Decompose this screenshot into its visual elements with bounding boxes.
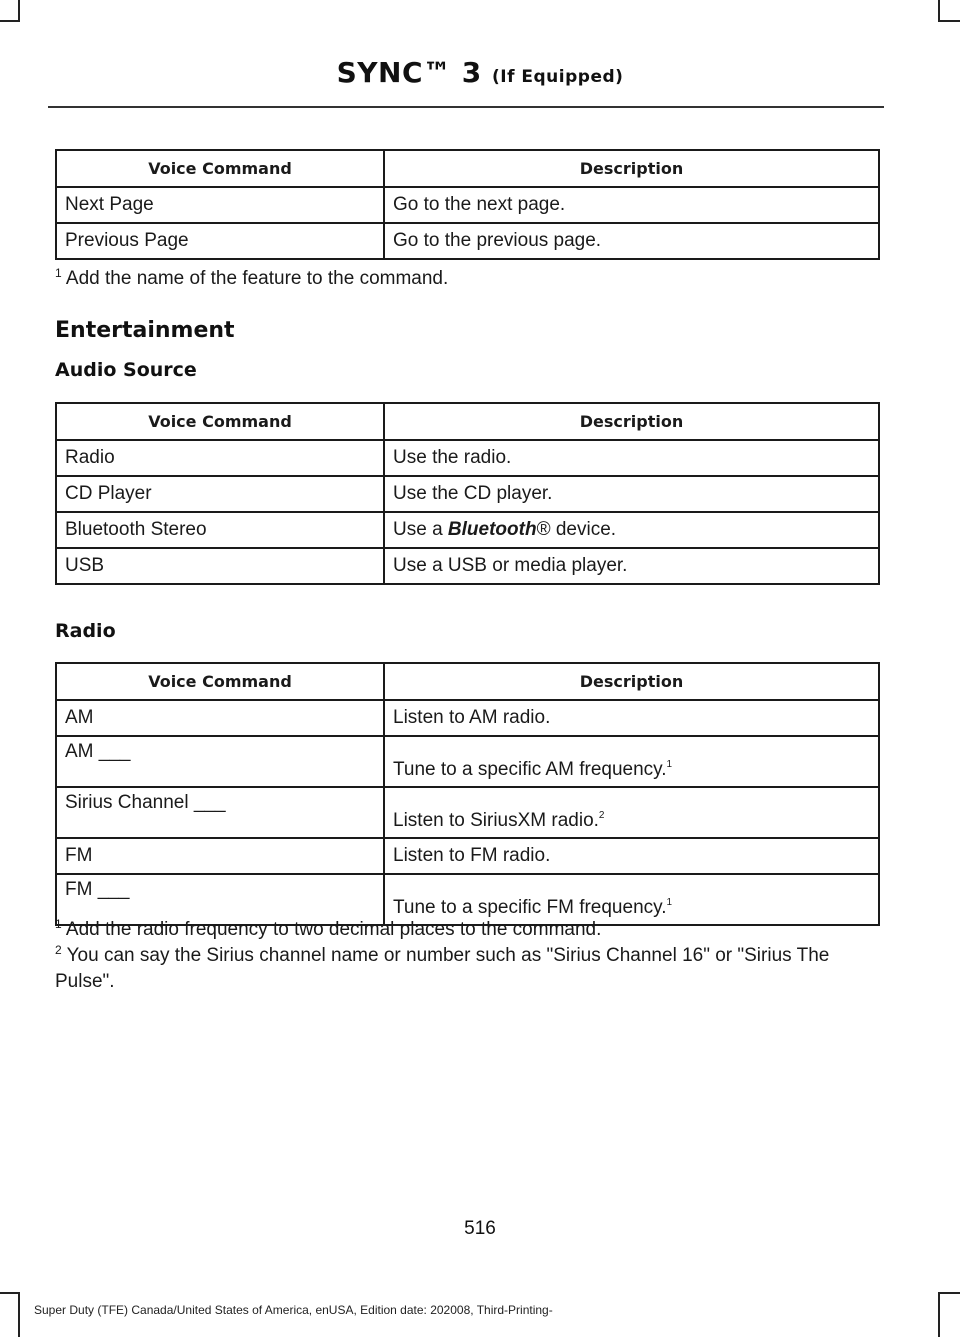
description-text: Use a: [393, 519, 448, 540]
description-text: Listen to SiriusXM radio.: [393, 810, 599, 831]
subsection-heading: Audio Source: [55, 359, 197, 381]
crop-mark: [0, 1292, 20, 1294]
footnote-mark: 1: [666, 759, 673, 770]
voice-command-cell: Next Page: [56, 187, 384, 223]
table-header-row: [56, 150, 879, 187]
bluetooth-brand: Bluetooth: [447, 519, 537, 540]
column-header: Voice Command: [56, 663, 384, 700]
table-row: [56, 187, 879, 223]
crop-mark: [0, 20, 20, 22]
footnote: [55, 937, 885, 995]
column-header: Description: [384, 663, 879, 700]
footnote-text: Add the radio frequency to two decimal places to the command.: [61, 919, 602, 940]
column-header: Voice Command: [56, 150, 384, 187]
table-header-row: [56, 663, 879, 700]
table-row: [56, 838, 879, 874]
description-cell: Go to the previous page.: [384, 223, 879, 259]
voice-command-cell: Sirius Channel ___: [56, 787, 384, 838]
table-row: [56, 787, 879, 838]
crop-mark: [938, 0, 940, 22]
description-cell: [384, 787, 879, 838]
footnote-mark: 1: [666, 897, 673, 908]
table-header-row: [56, 403, 879, 440]
crop-mark: [18, 0, 20, 22]
table-row: [56, 440, 879, 476]
header-title: SYNC™ 3: [336, 56, 482, 89]
table-row: [56, 223, 879, 259]
voice-command-cell: FM: [56, 838, 384, 874]
column-header: Description: [384, 403, 879, 440]
table-row: [56, 736, 879, 787]
radio-commands-table: [55, 662, 880, 926]
voice-command-cell: AM ___: [56, 736, 384, 787]
navigation-commands-table: [55, 149, 880, 260]
description-cell: [384, 736, 879, 787]
description-cell: Go to the next page.: [384, 187, 879, 223]
voice-command-cell: AM: [56, 700, 384, 736]
voice-command-cell: Previous Page: [56, 223, 384, 259]
crop-mark: [938, 20, 960, 22]
page-number: 516: [464, 1218, 496, 1239]
voice-command-cell: Radio: [56, 440, 384, 476]
description-cell: Listen to FM radio.: [384, 838, 879, 874]
section-heading: Entertainment: [55, 318, 235, 343]
description-text: ® device.: [536, 519, 617, 540]
table-row: [56, 700, 879, 736]
footnote-mark: 2: [55, 943, 62, 957]
page-header: [0, 56, 960, 89]
description-text: Tune to a specific AM frequency.: [393, 759, 667, 780]
description-cell: Use the CD player.: [384, 476, 879, 512]
voice-command-cell: USB: [56, 548, 384, 584]
table-row: [56, 548, 879, 584]
description-cell: [384, 512, 879, 548]
crop-mark: [938, 1292, 960, 1294]
crop-mark: [18, 1292, 20, 1337]
table-row: [56, 476, 879, 512]
header-divider: [48, 106, 884, 108]
footnote-text: You can say the Sirius channel name or number such as "Sirius Channel 16" or "Sirius The Pulse".: [55, 945, 830, 992]
edition-footer: Super Duty (TFE) Canada/United States of America, enUSA, Edition date: 202008, Third-Printing-: [34, 1303, 553, 1317]
audio-source-table: [55, 402, 880, 585]
subsection-heading: Radio: [55, 620, 116, 642]
description-cell: Listen to AM radio.: [384, 700, 879, 736]
footnote-text: Add the name of the feature to the command.: [61, 268, 449, 289]
voice-command-cell: Bluetooth Stereo: [56, 512, 384, 548]
footnote-mark: 1: [55, 917, 62, 931]
footnote-mark: 2: [598, 810, 605, 821]
voice-command-cell: FM ___: [56, 874, 384, 925]
footnote-mark: 1: [55, 266, 62, 280]
column-header: Voice Command: [56, 403, 384, 440]
header-qualifier: (If Equipped): [491, 67, 624, 87]
voice-command-cell: CD Player: [56, 476, 384, 512]
description-text: Tune to a specific FM frequency.: [393, 897, 667, 918]
description-cell: Use the radio.: [384, 440, 879, 476]
description-cell: Use a USB or media player.: [384, 548, 879, 584]
footnote: [55, 260, 885, 292]
column-header: Description: [384, 150, 879, 187]
table-row: [56, 512, 879, 548]
crop-mark: [938, 1292, 940, 1337]
